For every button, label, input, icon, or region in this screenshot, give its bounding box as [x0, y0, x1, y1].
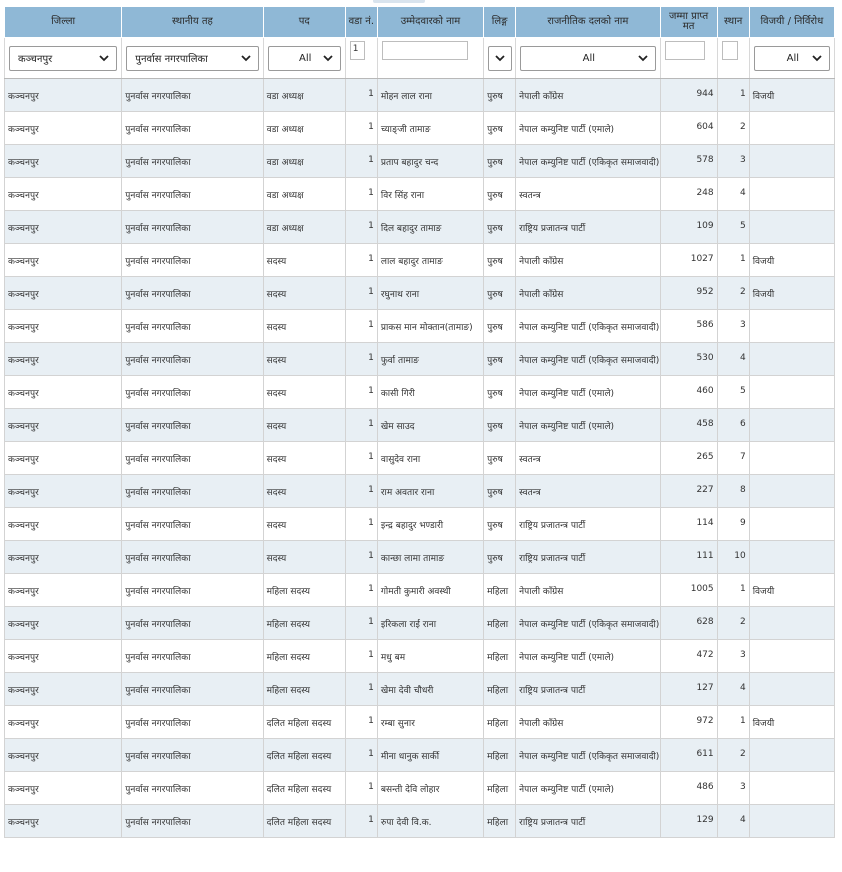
cell-ward: 1 — [345, 343, 377, 376]
winner-filter-value: All — [786, 52, 800, 64]
cell-party: राष्ट्रिय प्रजातन्त्र पार्टी — [516, 805, 660, 838]
cell-party: नेपाल कम्युनिष्ट पार्टी (एमाले) — [516, 376, 660, 409]
cell-rank: 3 — [717, 772, 749, 805]
candidate-filter-input[interactable] — [382, 41, 468, 60]
cell-post: सदस्य — [263, 244, 345, 277]
cell-winner: विजयी — [749, 574, 834, 607]
cell-candidate: इरिकला राई राना — [377, 607, 483, 640]
cell-ward: 1 — [345, 145, 377, 178]
cell-candidate: प्रताप बहादुर चन्द — [377, 145, 483, 178]
cell-votes: 127 — [660, 673, 717, 706]
cell-gender: पुरुष — [484, 211, 516, 244]
cell-gender: पुरुष — [484, 145, 516, 178]
cell-district: कञ्चनपुर — [5, 706, 122, 739]
cell-rank: 8 — [717, 475, 749, 508]
cell-party: स्वतन्त्र — [516, 442, 660, 475]
cell-party: नेपाली काँग्रेस — [516, 277, 660, 310]
cell-winner — [749, 310, 834, 343]
cell-district: कञ्चनपुर — [5, 739, 122, 772]
cell-ward: 1 — [345, 409, 377, 442]
table-row[interactable] — [5, 508, 835, 541]
cell-ward: 1 — [345, 508, 377, 541]
col-header-candidate[interactable]: उम्मेदवारको नाम — [377, 7, 483, 38]
cell-post: सदस्य — [263, 541, 345, 574]
cell-local-level: पुनर्वास नगरपालिका — [122, 805, 263, 838]
col-header-ward[interactable]: वडा नं. — [345, 7, 377, 38]
cell-local-level: पुनर्वास नगरपालिका — [122, 343, 263, 376]
cell-ward: 1 — [345, 673, 377, 706]
cell-rank: 2 — [717, 739, 749, 772]
cell-district: कञ्चनपुर — [5, 541, 122, 574]
filter-cell-candidate — [377, 38, 483, 79]
cell-post: दलित महिला सदस्य — [263, 772, 345, 805]
filter-cell-local-level — [122, 38, 263, 79]
cell-winner: विजयी — [749, 277, 834, 310]
cell-votes: 460 — [660, 376, 717, 409]
cell-gender: पुरुष — [484, 310, 516, 343]
cell-local-level: पुनर्वास नगरपालिका — [122, 574, 263, 607]
table-row[interactable] — [5, 772, 835, 805]
cell-votes: 114 — [660, 508, 717, 541]
cell-votes: 486 — [660, 772, 717, 805]
cell-district: कञ्चनपुर — [5, 673, 122, 706]
cell-district: कञ्चनपुर — [5, 475, 122, 508]
results-table — [4, 6, 835, 838]
cell-local-level: पुनर्वास नगरपालिका — [122, 178, 263, 211]
cell-post: दलित महिला सदस्य — [263, 739, 345, 772]
cell-local-level: पुनर्वास नगरपालिका — [122, 475, 263, 508]
cell-votes: 109 — [660, 211, 717, 244]
cell-gender: महिला — [484, 673, 516, 706]
col-header-party[interactable]: राजनीतिक दलको नाम — [516, 7, 660, 38]
col-header-district[interactable]: जिल्ला — [5, 7, 122, 38]
cell-district: कञ्चनपुर — [5, 574, 122, 607]
cell-winner — [749, 805, 834, 838]
cell-post: सदस्य — [263, 475, 345, 508]
table-row[interactable] — [5, 739, 835, 772]
cell-candidate: प्राकस मान मोक्तान(तामाङ) — [377, 310, 483, 343]
cell-votes: 628 — [660, 607, 717, 640]
table-row[interactable] — [5, 376, 835, 409]
cell-ward: 1 — [345, 211, 377, 244]
chevron-down-icon — [494, 52, 506, 64]
cell-gender: पुरुष — [484, 112, 516, 145]
cell-winner — [749, 607, 834, 640]
cell-post: दलित महिला सदस्य — [263, 805, 345, 838]
cell-candidate: मधु बम — [377, 640, 483, 673]
cell-ward: 1 — [345, 442, 377, 475]
cell-local-level: पुनर्वास नगरपालिका — [122, 112, 263, 145]
cell-party: स्वतन्त्र — [516, 475, 660, 508]
cell-candidate: लाल बहादुर तामाङ — [377, 244, 483, 277]
cell-ward: 1 — [345, 178, 377, 211]
cell-votes: 972 — [660, 706, 717, 739]
cell-winner — [749, 673, 834, 706]
cell-rank: 4 — [717, 178, 749, 211]
cell-ward: 1 — [345, 376, 377, 409]
filter-cell-winner — [749, 38, 834, 79]
cell-post: वडा अध्यक्ष — [263, 79, 345, 112]
cell-winner — [749, 178, 834, 211]
table-row[interactable] — [5, 145, 835, 178]
district-filter-select[interactable] — [9, 46, 117, 71]
cell-gender: पुरुष — [484, 244, 516, 277]
cell-district: कञ्चनपुर — [5, 508, 122, 541]
cell-winner — [749, 145, 834, 178]
filter-cell-ward — [345, 38, 377, 79]
cell-votes: 248 — [660, 178, 717, 211]
col-header-gender[interactable]: लिङ्ग — [484, 7, 516, 38]
cell-post: महिला सदस्य — [263, 574, 345, 607]
col-header-winner[interactable]: विजयी / निर्विरोध — [749, 7, 834, 38]
cell-local-level: पुनर्वास नगरपालिका — [122, 442, 263, 475]
cell-winner: विजयी — [749, 79, 834, 112]
cell-candidate: खेमा देवी चौधरी — [377, 673, 483, 706]
cell-local-level: पुनर्वास नगरपालिका — [122, 244, 263, 277]
cell-ward: 1 — [345, 244, 377, 277]
cell-winner — [749, 508, 834, 541]
cell-rank: 1 — [717, 706, 749, 739]
post-filter-value: All — [299, 52, 312, 64]
cell-gender: महिला — [484, 640, 516, 673]
cell-party: राष्ट्रिय प्रजातन्त्र पार्टी — [516, 211, 660, 244]
cell-gender: पुरुष — [484, 409, 516, 442]
cell-rank: 1 — [717, 574, 749, 607]
cell-votes: 604 — [660, 112, 717, 145]
cell-party: नेपाल कम्युनिष्ट पार्टी (एमाले) — [516, 112, 660, 145]
results-body — [5, 79, 835, 838]
cell-winner — [749, 211, 834, 244]
cell-winner — [749, 409, 834, 442]
cell-rank: 2 — [717, 112, 749, 145]
cell-local-level: पुनर्वास नगरपालिका — [122, 640, 263, 673]
cell-ward: 1 — [345, 772, 377, 805]
cell-local-level: पुनर्वास नगरपालिका — [122, 607, 263, 640]
cell-rank: 3 — [717, 145, 749, 178]
cell-party: राष्ट्रिय प्रजातन्त्र पार्टी — [516, 541, 660, 574]
cell-gender: महिला — [484, 607, 516, 640]
cell-gender: महिला — [484, 772, 516, 805]
table-row[interactable] — [5, 409, 835, 442]
table-row[interactable] — [5, 805, 835, 838]
cell-rank: 4 — [717, 673, 749, 706]
gender-filter-select[interactable] — [488, 46, 512, 71]
col-header-post[interactable]: पद — [263, 7, 345, 38]
filter-cell-district — [5, 38, 122, 79]
cell-winner — [749, 772, 834, 805]
cell-gender: पुरुष — [484, 277, 516, 310]
cell-candidate: मोहन लाल राना — [377, 79, 483, 112]
cell-rank: 6 — [717, 409, 749, 442]
table-row[interactable] — [5, 706, 835, 739]
cell-post: सदस्य — [263, 508, 345, 541]
cell-votes: 265 — [660, 442, 717, 475]
table-row[interactable] — [5, 475, 835, 508]
cell-post: वडा अध्यक्ष — [263, 112, 345, 145]
table-row[interactable] — [5, 442, 835, 475]
cell-party: राष्ट्रिय प्रजातन्त्र पार्टी — [516, 508, 660, 541]
cell-ward: 1 — [345, 640, 377, 673]
chevron-down-icon — [637, 52, 649, 64]
table-row[interactable] — [5, 574, 835, 607]
chevron-down-icon — [98, 52, 110, 64]
cell-candidate: फुर्वा तामाङ — [377, 343, 483, 376]
party-filter-value: All — [582, 52, 596, 64]
cell-votes: 1027 — [660, 244, 717, 277]
table-row[interactable] — [5, 277, 835, 310]
local-level-filter-value: पुनर्वास नगरपालिका — [135, 54, 208, 65]
chevron-down-icon — [240, 52, 252, 64]
cell-local-level: पुनर्वास नगरपालिका — [122, 310, 263, 343]
cell-post: वडा अध्यक्ष — [263, 145, 345, 178]
cell-candidate: च्याङ्जी तामाङ — [377, 112, 483, 145]
cell-gender: पुरुष — [484, 541, 516, 574]
table-row[interactable] — [5, 343, 835, 376]
cell-party: नेपाल कम्युनिष्ट पार्टी (एकिकृत समाजवादी) — [516, 145, 660, 178]
cell-rank: 1 — [717, 244, 749, 277]
cell-votes: 111 — [660, 541, 717, 574]
cell-candidate: कान्छा लामा तामाङ — [377, 541, 483, 574]
cell-ward: 1 — [345, 706, 377, 739]
cell-party: नेपाली काँग्रेस — [516, 79, 660, 112]
cell-candidate: विर सिंह राना — [377, 178, 483, 211]
cell-local-level: पुनर्वास नगरपालिका — [122, 706, 263, 739]
cell-ward: 1 — [345, 112, 377, 145]
cell-local-level: पुनर्वास नगरपालिका — [122, 145, 263, 178]
cell-party: राष्ट्रिय प्रजातन्त्र पार्टी — [516, 673, 660, 706]
cell-party: स्वतन्त्र — [516, 178, 660, 211]
table-row[interactable] — [5, 79, 835, 112]
chevron-down-icon — [322, 52, 334, 64]
cell-party: नेपाल कम्युनिष्ट पार्टी (एकिकृत समाजवादी) — [516, 739, 660, 772]
cell-gender: पुरुष — [484, 508, 516, 541]
cell-rank: 3 — [717, 310, 749, 343]
post-filter-select[interactable] — [268, 46, 341, 71]
cell-local-level: पुनर्वास नगरपालिका — [122, 277, 263, 310]
cell-gender: पुरुष — [484, 376, 516, 409]
cell-ward: 1 — [345, 475, 377, 508]
chevron-down-icon — [811, 52, 823, 64]
cell-local-level: पुनर्वास नगरपालिका — [122, 541, 263, 574]
cell-rank: 4 — [717, 343, 749, 376]
cell-rank: 5 — [717, 211, 749, 244]
cell-rank: 2 — [717, 607, 749, 640]
cell-candidate: रुपा देवी वि.क. — [377, 805, 483, 838]
cell-district: कञ्चनपुर — [5, 376, 122, 409]
cell-winner — [749, 442, 834, 475]
cell-party: नेपाल कम्युनिष्ट पार्टी (एकिकृत समाजवादी) — [516, 607, 660, 640]
table-row[interactable] — [5, 640, 835, 673]
cell-post: महिला सदस्य — [263, 607, 345, 640]
cell-gender: पुरुष — [484, 475, 516, 508]
cell-gender: पुरुष — [484, 343, 516, 376]
ward-filter-input[interactable]: 1 — [350, 41, 365, 60]
cell-party: नेपाली काँग्रेस — [516, 574, 660, 607]
cell-post: दलित महिला सदस्य — [263, 706, 345, 739]
cell-votes: 952 — [660, 277, 717, 310]
cell-candidate: वासुदेव राना — [377, 442, 483, 475]
cell-district: कञ्चनपुर — [5, 343, 122, 376]
cell-rank: 7 — [717, 442, 749, 475]
cell-votes: 472 — [660, 640, 717, 673]
col-header-rank[interactable]: स्थान — [717, 7, 749, 38]
header-row — [5, 7, 835, 38]
cell-district: कञ्चनपुर — [5, 277, 122, 310]
cell-district: कञ्चनपुर — [5, 79, 122, 112]
cell-candidate: दिल बहादुर तामाङ — [377, 211, 483, 244]
cell-district: कञ्चनपुर — [5, 145, 122, 178]
cell-ward: 1 — [345, 310, 377, 343]
cell-gender: महिला — [484, 739, 516, 772]
table-row[interactable] — [5, 178, 835, 211]
cell-district: कञ्चनपुर — [5, 607, 122, 640]
cell-district: कञ्चनपुर — [5, 442, 122, 475]
cell-party: नेपाल कम्युनिष्ट पार्टी (एकिकृत समाजवादी) — [516, 310, 660, 343]
cell-winner — [749, 343, 834, 376]
cell-gender: पुरुष — [484, 178, 516, 211]
cell-district: कञ्चनपुर — [5, 112, 122, 145]
cell-rank: 4 — [717, 805, 749, 838]
cell-candidate: रम्बा सुनार — [377, 706, 483, 739]
col-header-local-level[interactable]: स्थानीय तह — [122, 7, 263, 38]
cell-party: नेपाल कम्युनिष्ट पार्टी (एमाले) — [516, 772, 660, 805]
cell-ward: 1 — [345, 79, 377, 112]
cell-votes: 530 — [660, 343, 717, 376]
cell-post: सदस्य — [263, 442, 345, 475]
rank-filter-input[interactable] — [722, 41, 738, 60]
cell-winner — [749, 475, 834, 508]
cell-candidate: राम अवतार राना — [377, 475, 483, 508]
filter-row — [5, 38, 835, 79]
cell-votes: 578 — [660, 145, 717, 178]
cell-district: कञ्चनपुर — [5, 772, 122, 805]
cell-winner — [749, 112, 834, 145]
cell-party: नेपाली काँग्रेस — [516, 706, 660, 739]
cell-winner — [749, 739, 834, 772]
cell-ward: 1 — [345, 607, 377, 640]
cell-local-level: पुनर्वास नगरपालिका — [122, 739, 263, 772]
cell-post: सदस्य — [263, 409, 345, 442]
cell-winner — [749, 640, 834, 673]
cell-winner — [749, 376, 834, 409]
cell-rank: 5 — [717, 376, 749, 409]
cell-local-level: पुनर्वास नगरपालिका — [122, 508, 263, 541]
filter-cell-post — [263, 38, 345, 79]
cell-district: कञ्चनपुर — [5, 211, 122, 244]
cell-post: सदस्य — [263, 376, 345, 409]
col-header-votes[interactable]: जम्मा प्राप्त मत — [660, 7, 717, 38]
cell-winner — [749, 541, 834, 574]
cell-gender: महिला — [484, 574, 516, 607]
cell-district: कञ्चनपुर — [5, 178, 122, 211]
cell-post: सदस्य — [263, 343, 345, 376]
cell-party: नेपाली काँग्रेस — [516, 244, 660, 277]
cell-local-level: पुनर्वास नगरपालिका — [122, 673, 263, 706]
cell-candidate: खेम साउद — [377, 409, 483, 442]
cell-votes: 458 — [660, 409, 717, 442]
cell-votes: 227 — [660, 475, 717, 508]
cell-post: महिला सदस्य — [263, 640, 345, 673]
cell-post: सदस्य — [263, 277, 345, 310]
cell-district: कञ्चनपुर — [5, 409, 122, 442]
cell-votes: 611 — [660, 739, 717, 772]
table-row[interactable] — [5, 244, 835, 277]
cell-ward: 1 — [345, 277, 377, 310]
cell-gender: महिला — [484, 805, 516, 838]
winner-filter-select[interactable] — [754, 46, 830, 71]
cell-ward: 1 — [345, 541, 377, 574]
filter-cell-party — [516, 38, 660, 79]
filter-cell-gender — [484, 38, 516, 79]
table-row[interactable] — [5, 673, 835, 706]
cell-votes: 944 — [660, 79, 717, 112]
cell-gender: महिला — [484, 706, 516, 739]
filter-cell-rank — [717, 38, 749, 79]
cell-candidate: गोमती कुमारी अवस्थी — [377, 574, 483, 607]
table-row[interactable] — [5, 310, 835, 343]
cell-district: कञ्चनपुर — [5, 805, 122, 838]
top-tab-stub — [373, 0, 425, 3]
cell-party: नेपाल कम्युनिष्ट पार्टी (एमाले) — [516, 640, 660, 673]
cell-winner: विजयी — [749, 706, 834, 739]
table-row[interactable] — [5, 541, 835, 574]
cell-local-level: पुनर्वास नगरपालिका — [122, 772, 263, 805]
cell-rank: 3 — [717, 640, 749, 673]
cell-district: कञ्चनपुर — [5, 640, 122, 673]
cell-rank: 9 — [717, 508, 749, 541]
cell-post: वडा अध्यक्ष — [263, 211, 345, 244]
cell-gender: पुरुष — [484, 79, 516, 112]
cell-party: नेपाल कम्युनिष्ट पार्टी (एमाले) — [516, 409, 660, 442]
district-filter-value: कञ्चनपुर — [18, 54, 53, 65]
cell-rank: 10 — [717, 541, 749, 574]
table-row[interactable] — [5, 607, 835, 640]
cell-party: नेपाल कम्युनिष्ट पार्टी (एकिकृत समाजवादी) — [516, 343, 660, 376]
cell-post: वडा अध्यक्ष — [263, 178, 345, 211]
table-row[interactable] — [5, 112, 835, 145]
cell-candidate: इन्द्र बहादुर भण्डारी — [377, 508, 483, 541]
cell-post: सदस्य — [263, 310, 345, 343]
local-level-filter-select[interactable] — [126, 46, 258, 71]
cell-gender: पुरुष — [484, 442, 516, 475]
cell-ward: 1 — [345, 805, 377, 838]
cell-district: कञ्चनपुर — [5, 244, 122, 277]
cell-candidate: मीना धानुक सार्की — [377, 739, 483, 772]
cell-local-level: पुनर्वास नगरपालिका — [122, 79, 263, 112]
cell-district: कञ्चनपुर — [5, 310, 122, 343]
votes-filter-input[interactable] — [665, 41, 705, 60]
cell-votes: 129 — [660, 805, 717, 838]
cell-post: महिला सदस्य — [263, 673, 345, 706]
cell-votes: 586 — [660, 310, 717, 343]
cell-rank: 2 — [717, 277, 749, 310]
cell-ward: 1 — [345, 739, 377, 772]
party-filter-select[interactable] — [520, 46, 655, 71]
cell-candidate: रघुनाथ राना — [377, 277, 483, 310]
cell-ward: 1 — [345, 574, 377, 607]
cell-local-level: पुनर्वास नगरपालिका — [122, 211, 263, 244]
filter-cell-votes — [660, 38, 717, 79]
cell-candidate: बसन्ती देवि लोहार — [377, 772, 483, 805]
cell-local-level: पुनर्वास नगरपालिका — [122, 376, 263, 409]
cell-winner: विजयी — [749, 244, 834, 277]
cell-rank: 1 — [717, 79, 749, 112]
cell-candidate: कासी गिरी — [377, 376, 483, 409]
cell-local-level: पुनर्वास नगरपालिका — [122, 409, 263, 442]
cell-votes: 1005 — [660, 574, 717, 607]
table-row[interactable] — [5, 211, 835, 244]
